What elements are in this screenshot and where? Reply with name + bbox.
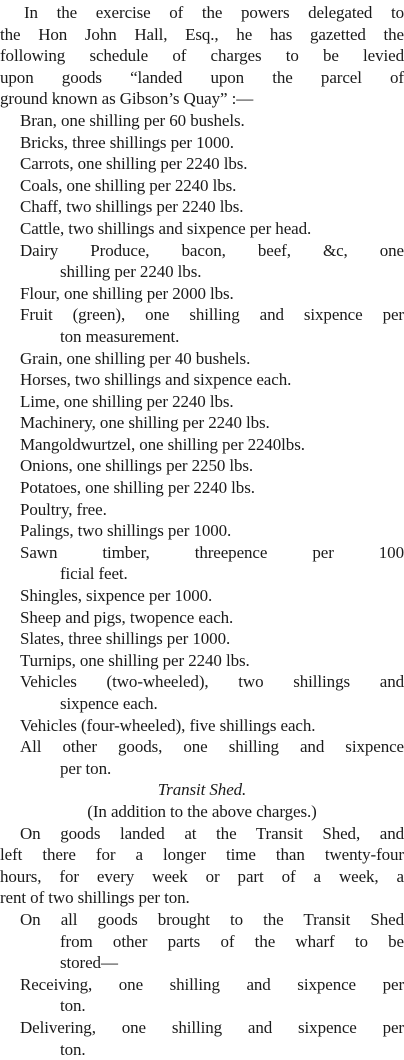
- transit-item-receiving: Receiving, one shilling and sixpence per: [0, 974, 404, 996]
- transit-item-stored-cont: stored—: [0, 952, 404, 974]
- schedule-item-fruit-cont: ton measurement.: [0, 326, 404, 348]
- schedule-item-potatoes: Potatoes, one shilling per 2240 lbs.: [0, 477, 404, 499]
- transit-item-stored-cont: from other parts of the wharf to be: [0, 931, 404, 953]
- schedule-item-sawn-timber: Sawn timber, threepence per 100: [0, 542, 404, 564]
- schedule-item-shingles: Shingles, sixpence per 1000.: [0, 585, 404, 607]
- section-heading: Transit Shed.: [0, 779, 404, 801]
- transit-item-delivering-cont: ton.: [0, 1039, 404, 1060]
- schedule-item-turnips: Turnips, one shilling per 2240 lbs.: [0, 650, 404, 672]
- intro-line: following schedule of charges to be levied: [0, 45, 404, 67]
- schedule-item-vehicles-two-cont: sixpence each.: [0, 693, 404, 715]
- transit-item-receiving-cont: ton.: [0, 995, 404, 1017]
- intro-line: In the exercise of the powers delegated to: [0, 2, 404, 24]
- schedule-item-dairy: Dairy Produce, bacon, beef, &c, one: [0, 240, 404, 262]
- schedule-item-vehicles-four: Vehicles (four-wheeled), five shillings each.: [0, 715, 404, 737]
- schedule-item-chaff: Chaff, two shillings per 2240 lbs.: [0, 196, 404, 218]
- schedule-item-mangoldwurtzel: Mangoldwurtzel, one shilling per 2240lbs.: [0, 434, 404, 456]
- schedule-item-other-goods-cont: per ton.: [0, 758, 404, 780]
- schedule-item-fruit: Fruit (green), one shilling and sixpence per: [0, 304, 404, 326]
- schedule-item-carrots: Carrots, one shilling per 2240 lbs.: [0, 153, 404, 175]
- schedule-item-lime: Lime, one shilling per 2240 lbs.: [0, 391, 404, 413]
- transit-item-stored: On all goods brought to the Transit Shed: [0, 909, 404, 931]
- section-subheading: (In addition to the above charges.): [0, 801, 404, 823]
- schedule-item-sheep-pigs: Sheep and pigs, twopence each.: [0, 607, 404, 629]
- schedule-item-slates: Slates, three shillings per 1000.: [0, 628, 404, 650]
- schedule-item-coals: Coals, one shilling per 2240 lbs.: [0, 175, 404, 197]
- intro-line: ground known as Gibson’s Quay” :—: [0, 88, 404, 110]
- schedule-item-other-goods: All other goods, one shilling and sixpence: [0, 736, 404, 758]
- transit-paragraph-line: left there for a longer time than twenty-four: [0, 844, 404, 866]
- transit-shed-section: [0, 779, 404, 1060]
- transit-paragraph-line: On goods landed at the Transit Shed, and: [0, 823, 404, 845]
- schedule-item-bran: Bran, one shilling per 60 bushels.: [0, 110, 404, 132]
- transit-item-delivering: Delivering, one shilling and sixpence per: [0, 1017, 404, 1039]
- schedule-item-machinery: Machinery, one shilling per 2240 lbs.: [0, 412, 404, 434]
- schedule-item-horses: Horses, two shillings and sixpence each.: [0, 369, 404, 391]
- transit-paragraph-line: rent of two shillings per ton.: [0, 887, 404, 909]
- schedule-item-onions: Onions, one shillings per 2250 lbs.: [0, 455, 404, 477]
- intro-line: the Hon John Hall, Esq., he has gazetted the: [0, 24, 404, 46]
- transit-paragraph-line: hours, for every week or part of a week, a: [0, 866, 404, 888]
- schedule-item-cattle: Cattle, two shillings and sixpence per head.: [0, 218, 404, 240]
- intro-paragraph: [0, 2, 404, 110]
- schedule-item-dairy-cont: shilling per 2240 lbs.: [0, 261, 404, 283]
- schedule-list: [0, 110, 404, 779]
- intro-line: upon goods “landed upon the parcel of: [0, 67, 404, 89]
- schedule-item-palings: Palings, two shillings per 1000.: [0, 520, 404, 542]
- schedule-item-sawn-timber-cont: ficial feet.: [0, 563, 404, 585]
- schedule-item-grain: Grain, one shilling per 40 bushels.: [0, 348, 404, 370]
- schedule-item-bricks: Bricks, three shillings per 1000.: [0, 132, 404, 154]
- gazette-column: [0, 2, 404, 1060]
- schedule-item-poultry: Poultry, free.: [0, 499, 404, 521]
- schedule-item-vehicles-two: Vehicles (two-wheeled), two shillings and: [0, 671, 404, 693]
- schedule-item-flour: Flour, one shilling per 2000 lbs.: [0, 283, 404, 305]
